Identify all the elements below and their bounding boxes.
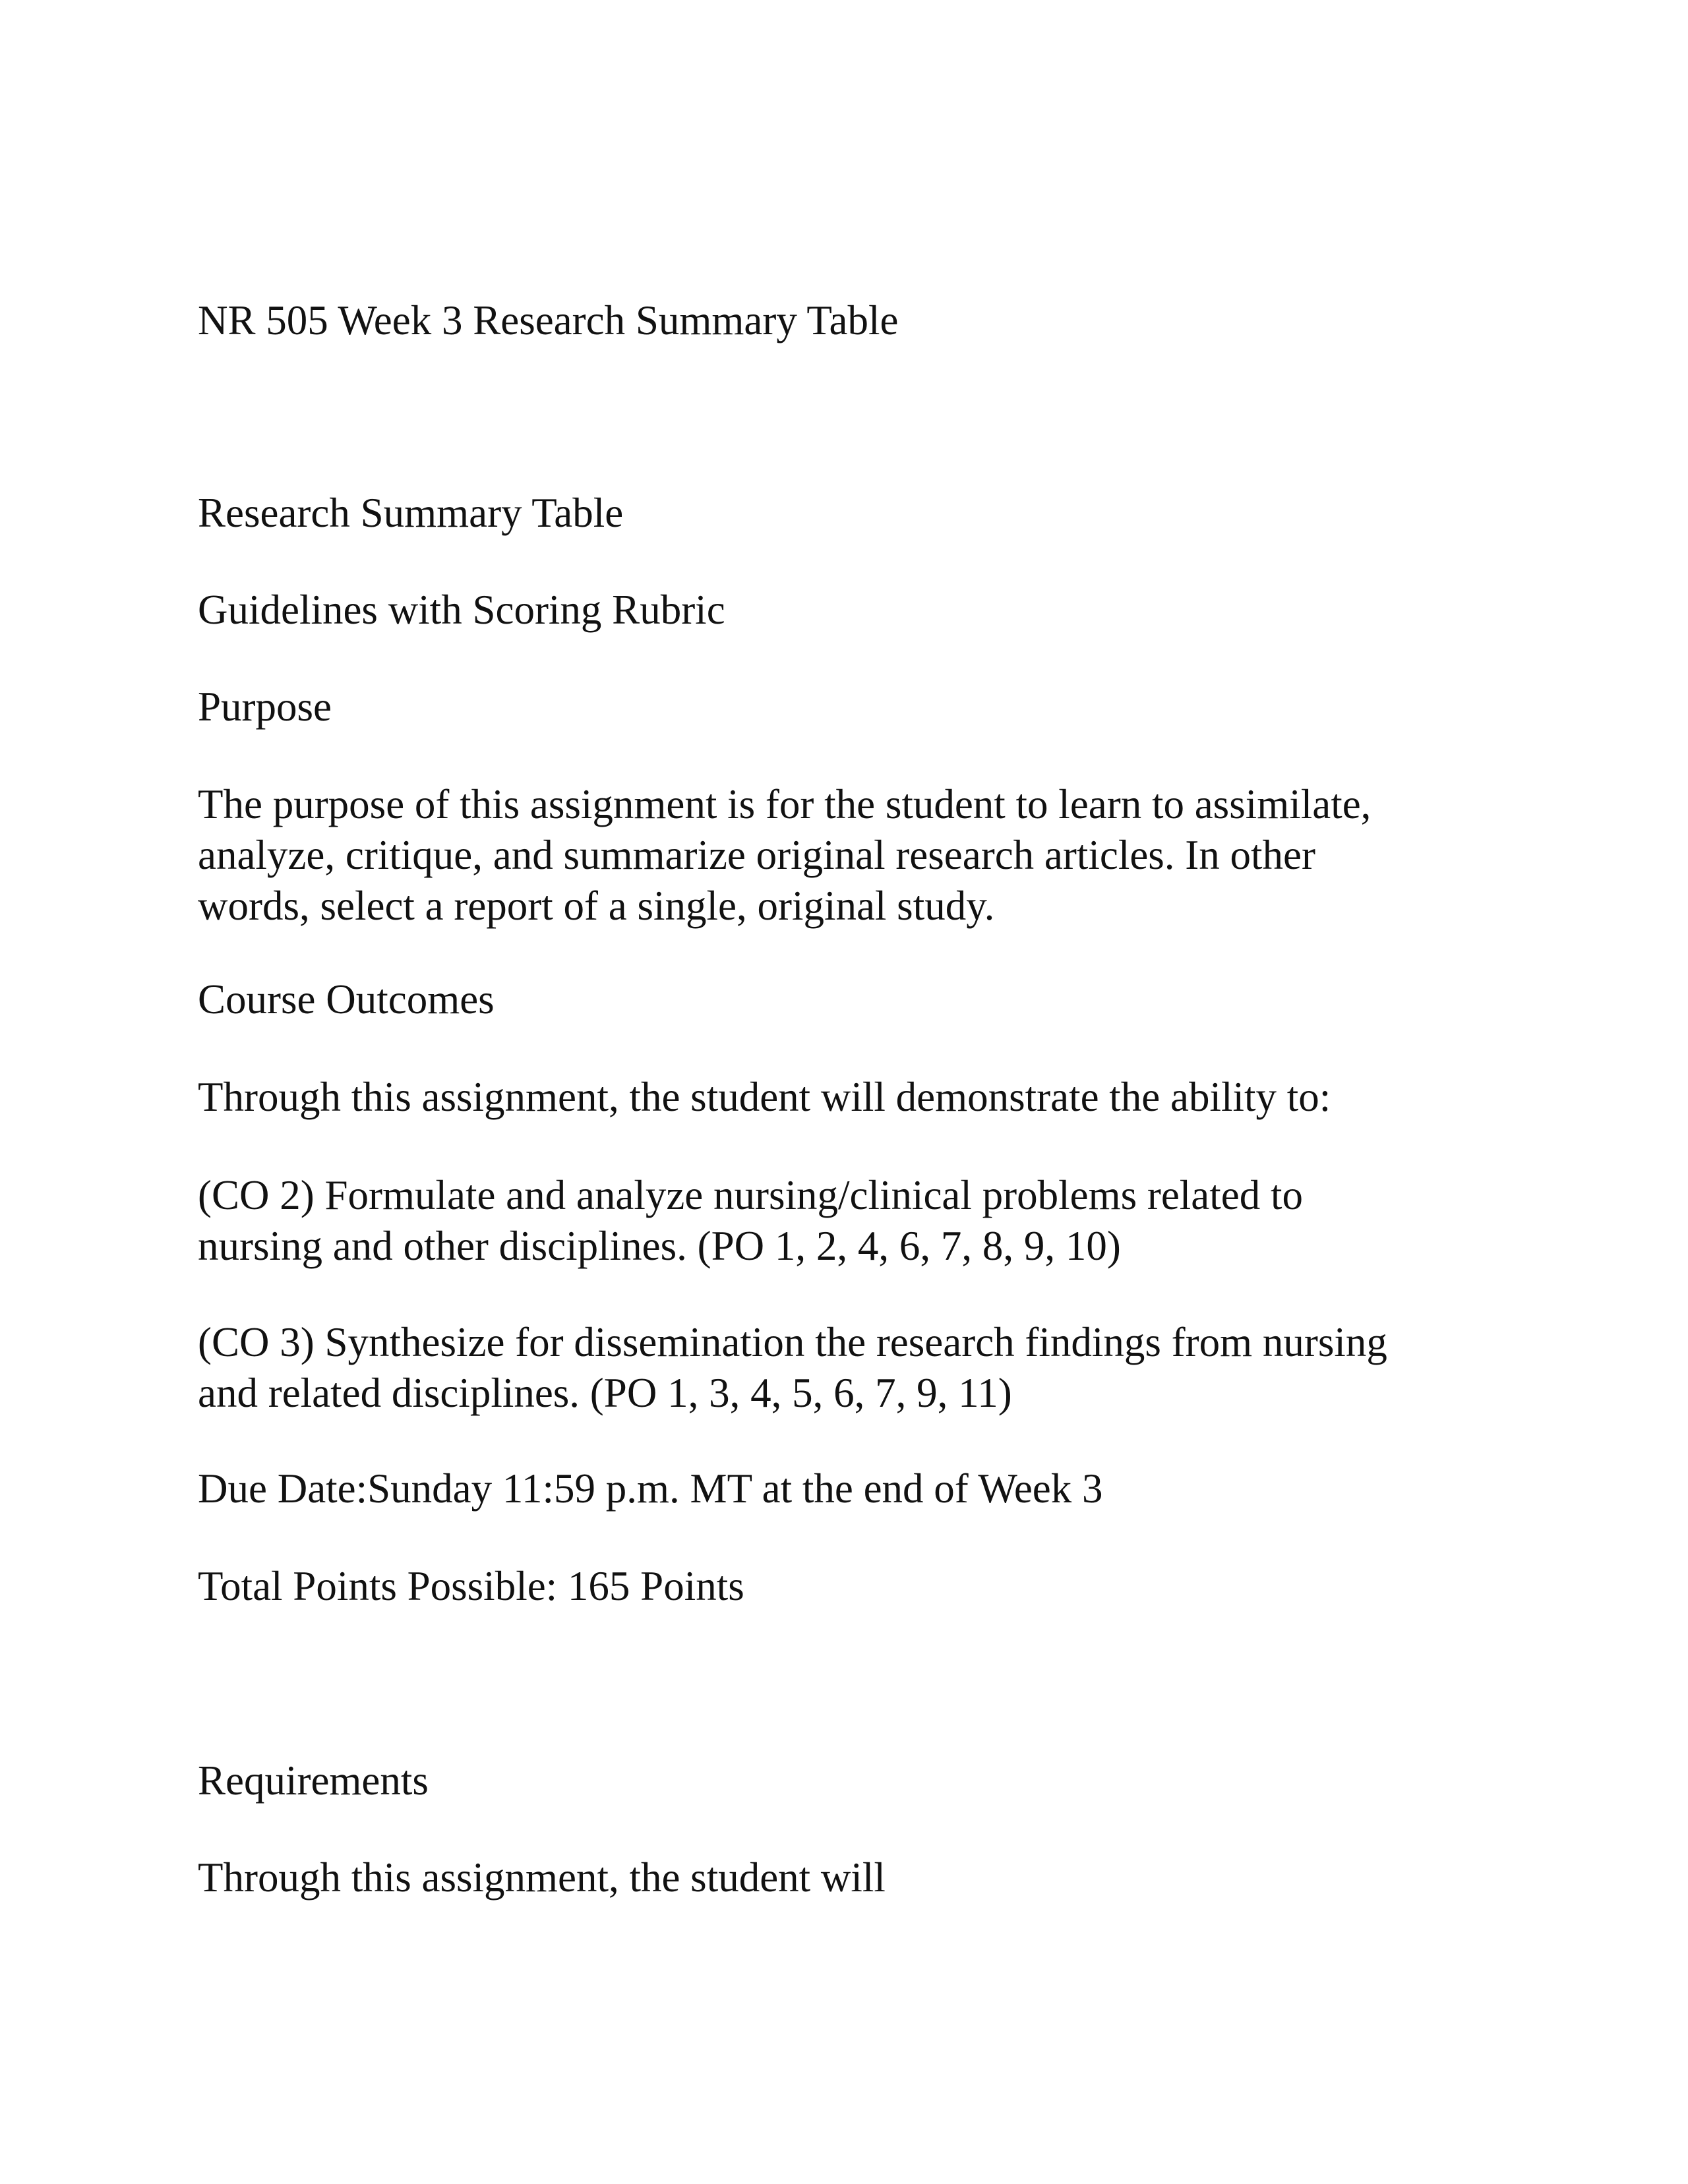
purpose-line: analyze, critique, and summarize original research articles. In other	[198, 832, 1315, 878]
co2-line: (CO 2) Formulate and analyze nursing/clinical problems related to	[198, 1172, 1303, 1218]
document-title: NR 505 Week 3 Research Summary Table	[198, 297, 899, 343]
co3-line: and related disciplines. (PO 1, 3, 4, 5, 6, 7, 9, 11)	[198, 1370, 1012, 1416]
requirements-heading: Requirements	[198, 1757, 429, 1804]
requirements-intro: Through this assignment, the student will	[198, 1854, 886, 1901]
outcomes-heading: Course Outcomes	[198, 976, 495, 1022]
purpose-line: words, select a report of a single, original study.	[198, 883, 995, 929]
outcomes-intro: Through this assignment, the student will demonstrate the ability to:	[198, 1074, 1331, 1120]
course-outcome-co3	[198, 1317, 1517, 1419]
purpose-line: The purpose of this assignment is for the student to learn to assimilate,	[198, 781, 1372, 827]
purpose-paragraph	[198, 779, 1517, 931]
course-outcome-co2	[198, 1170, 1517, 1272]
section-heading: Research Summary Table	[198, 490, 624, 536]
purpose-heading: Purpose	[198, 684, 332, 730]
section-subheading: Guidelines with Scoring Rubric	[198, 587, 725, 633]
co2-line: nursing and other disciplines. (PO 1, 2, 4, 6, 7, 8, 9, 10)	[198, 1223, 1121, 1269]
due-date: Due Date:Sunday 11:59 p.m. MT at the end of Week 3	[198, 1465, 1103, 1512]
total-points: Total Points Possible: 165 Points	[198, 1563, 744, 1609]
co3-line: (CO 3) Synthesize for dissemination the research findings from nursing	[198, 1319, 1387, 1365]
